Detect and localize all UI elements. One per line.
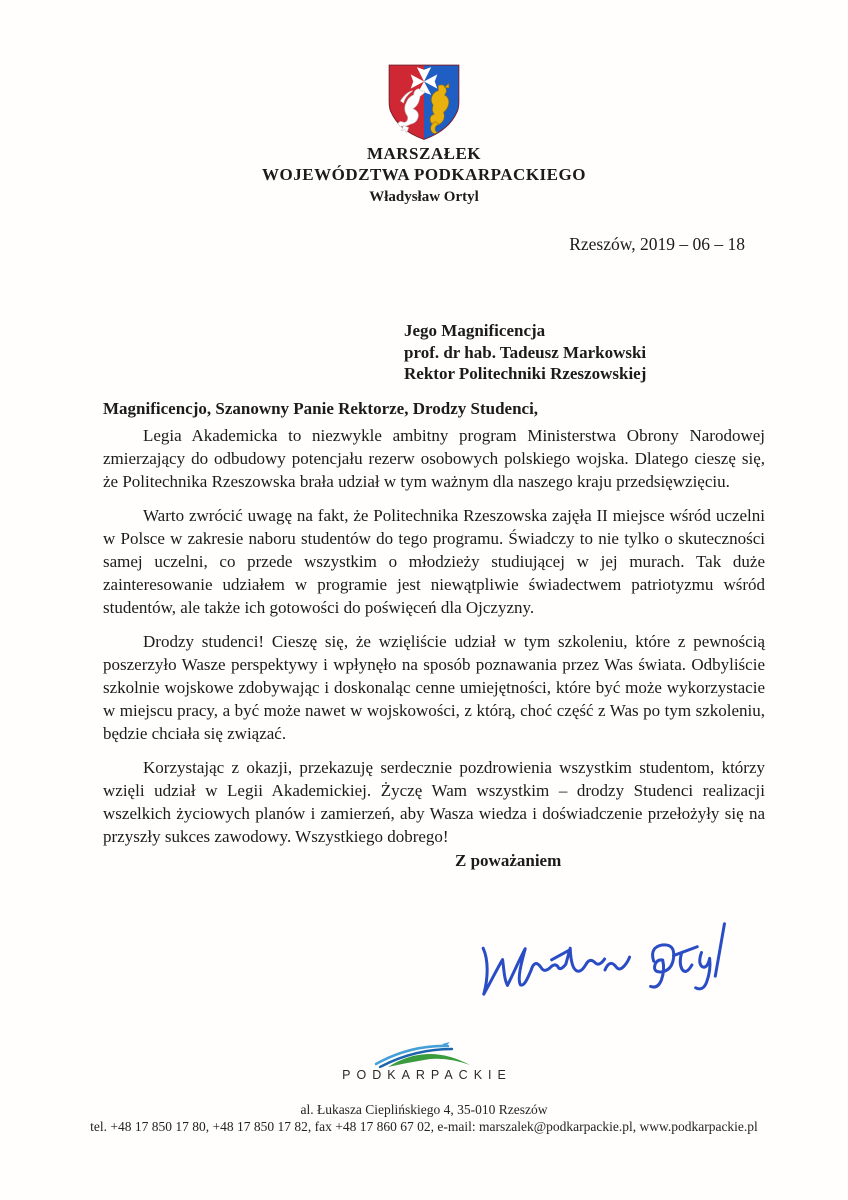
footer-contact: tel. +48 17 850 17 80, +48 17 850 17 82, fax +48 17 860 67 02, e-mail: marszalek@podkarpackie.pl, www.podkarpackie.pl bbox=[90, 1119, 758, 1134]
dateline: Rzeszów, 2019 – 06 – 18 bbox=[569, 234, 745, 254]
logo-wordmark: PODKARPACKIE bbox=[342, 1068, 512, 1082]
recipient-line-3: Rektor Politechniki Rzeszowskiej bbox=[404, 364, 647, 383]
body-paragraph: Drodzy studenci! Cieszę się, że wzięliście udział w tym szkoleniu, które z pewnością poszerzyło Wasze perspektywy i wpłynęło na sposób poznawania przez Was świata. Odbyliście szkolnie wojskowe zdobywając i doskonaląc cenne umiejętności, które być może wykorzystacie w miejscu pracy, a być może nawet w wojskowości, z którą, choć część z Was po tym szkoleniu, będzie chciała się związać. bbox=[103, 631, 765, 744]
official-name: Władysław Ortyl bbox=[369, 189, 479, 205]
podkarpackie-logo-icon bbox=[372, 1040, 476, 1070]
valediction: Z poważaniem bbox=[455, 851, 562, 870]
letter-body bbox=[103, 424, 765, 858]
salutation: Magnificencjo, Szanowny Panie Rektorze, Drodzy Studenci, bbox=[103, 399, 539, 418]
office-subtitle: WOJEWÓDZTWA PODKARPACKIEGO bbox=[262, 165, 586, 184]
body-paragraph: Warto zwrócić uwagę na fakt, że Politechnika Rzeszowska zajęła II miejsce wśród uczelni w Polsce w zakresie naboru studentów do tego programu. Świadczy to nie tylko o skuteczności samej uczelni, co przede wszystkim o młodzieży studiującej w jej murach. Tak duże zainteresowanie udziałem w programie jest niewątpliwie świadectwem patriotyzmu wśród studentów, ale także ich gotowości do poświęceń dla Ojczyzny. bbox=[103, 505, 765, 618]
footer-address: al. Łukasza Cieplińskiego 4, 35-010 Rzeszów bbox=[300, 1102, 548, 1117]
handwritten-signature-icon bbox=[466, 913, 741, 1026]
office-title: MARSZAŁEK bbox=[366, 144, 482, 163]
body-paragraph: Korzystając z okazji, przekazuję serdecznie pozdrowienia wszystkim studentom, którzy wzięli udział w Legii Akademickiej. Życzę Wam wszystkim – drodzy Studenci realizacji wszelkich życiowych planów i zamierzeń, aby Wasza wiedza i doświadczenie przełożyły się na przyszły sukces zawodowy. Wszystkiego dobrego! bbox=[103, 757, 765, 847]
body-paragraph: Legia Akademicka to niezwykle ambitny program Ministerstwa Obrony Narodowej zmierzający do odbudowy potencjału rezerw osobowych polskiego wojska. Dlatego cieszę się, że Politechnika Rzeszowska brała udział w tym ważnym dla naszego kraju przedsięwzięciu. bbox=[103, 426, 765, 492]
recipient-line-1: Jego Magnificencja bbox=[404, 321, 546, 340]
recipient-block bbox=[404, 320, 646, 385]
recipient-line-2: prof. dr hab. Tadeusz Markowski bbox=[404, 342, 647, 362]
podkarpackie-coat-of-arms-icon bbox=[385, 60, 463, 144]
